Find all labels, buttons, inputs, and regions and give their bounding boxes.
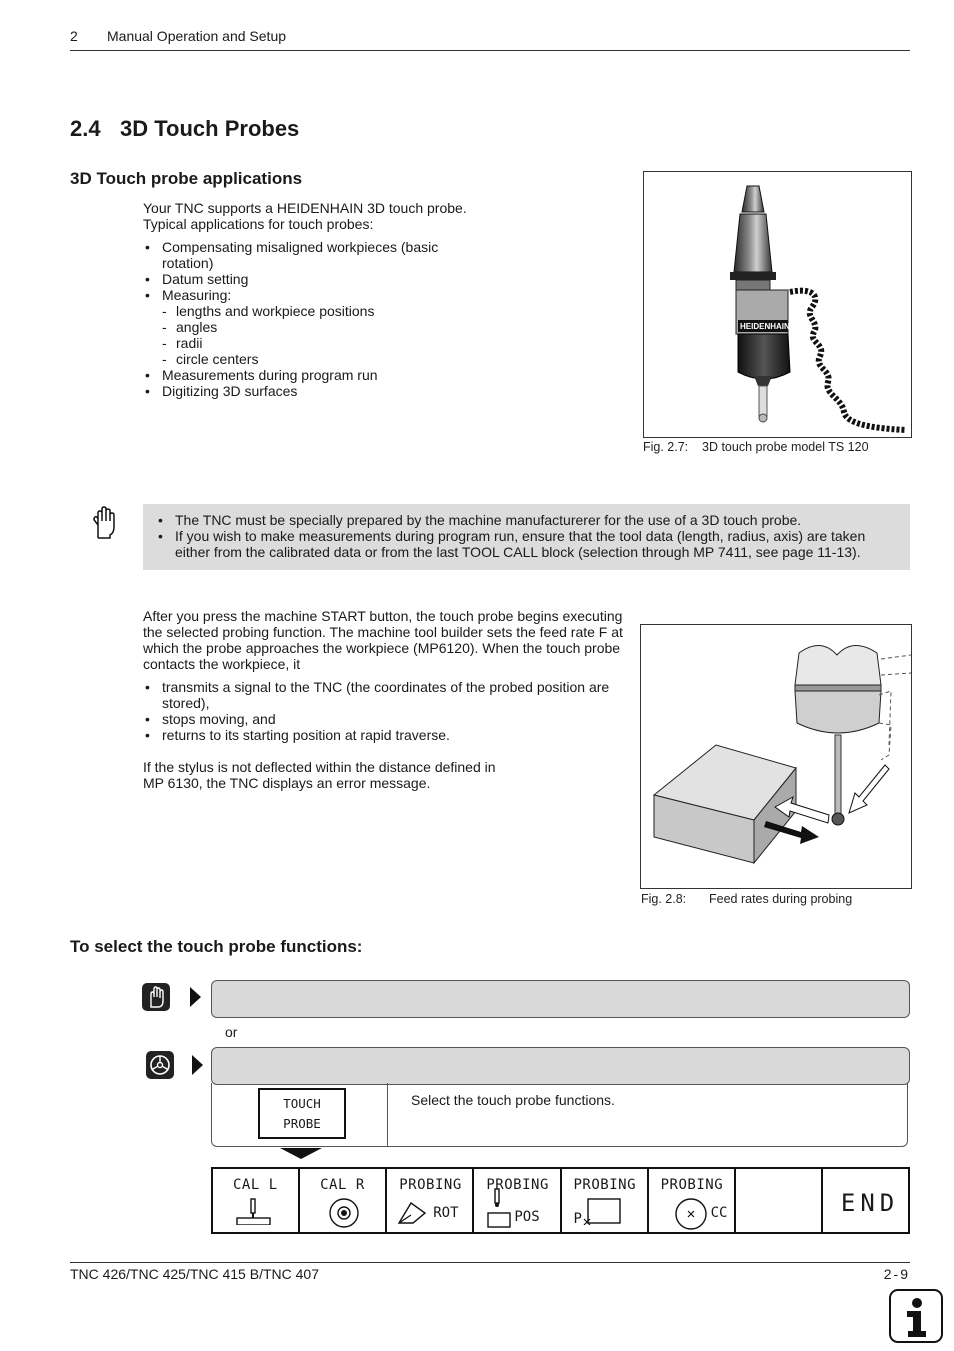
list-item: • Measurements during program run: [143, 367, 443, 383]
mode-bar-handwheel: [211, 1047, 910, 1085]
cal-l-softkey[interactable]: [213, 1169, 300, 1232]
datum-icon: [582, 1197, 624, 1225]
page-number: 2-9: [883, 1266, 910, 1282]
feed-rates-illustration: [641, 625, 911, 888]
probing-datum-softkey[interactable]: [562, 1169, 649, 1232]
figure-1-text: 3D touch probe model TS 120: [702, 440, 869, 454]
probing-list: [143, 679, 613, 743]
probing-paragraph-1: After you press the machine START button, the touch probe begins executing the selected probing function. The machine tool builder sets the feed rate F at which the probe approaches the workpiece (MP6120). When the touch probe contacts the workpiece, it: [143, 608, 623, 672]
end-softkey[interactable]: [823, 1169, 908, 1232]
softkey-row: [211, 1167, 910, 1234]
measuring-sublist: [162, 303, 443, 367]
probing-paragraph-2: If the stylus is not deflected within the distance defined in MP 6130, the TNC displays an error message.: [143, 759, 496, 791]
arrow-right-icon: [192, 1055, 203, 1075]
softkey-sublabel: ROT: [433, 1205, 459, 1221]
section-number: 2.4: [70, 116, 101, 141]
figure-1-caption: [643, 440, 869, 454]
softkey-label: CAL R: [320, 1177, 365, 1193]
probing-cc-softkey[interactable]: [649, 1169, 736, 1232]
softkey-line-1: TOUCH: [283, 1096, 321, 1111]
section-name: 3D Touch Probes: [120, 116, 300, 141]
arrow-right-icon: [190, 987, 201, 1007]
probing-rot-softkey[interactable]: [387, 1169, 474, 1232]
handwheel-icon: [149, 1054, 171, 1076]
figure-2-text: Feed rates during probing: [709, 892, 853, 906]
note-box: [143, 504, 910, 570]
chapter-title: Manual Operation and Setup: [107, 28, 287, 44]
figure-2-caption: [641, 892, 852, 906]
hand-icon: [146, 986, 166, 1008]
list-item: [143, 287, 443, 367]
applications-text: [143, 200, 483, 399]
feed-rates-figure: [640, 624, 912, 889]
manual-operation-key[interactable]: [142, 983, 170, 1011]
list-item: • stops moving, and: [143, 711, 613, 727]
touch-probe-illustration: [644, 172, 911, 437]
list-item: - circle centers: [162, 351, 443, 367]
cal-r-icon: [328, 1197, 360, 1229]
list-item: • Datum setting: [143, 271, 443, 287]
position-icon: [486, 1187, 512, 1229]
footer-rule: [70, 1262, 910, 1263]
softkey-label: PROBING: [399, 1177, 462, 1193]
or-text: or: [225, 1024, 238, 1040]
softkey-label: PROBING: [486, 1177, 549, 1193]
softkey-label: END: [840, 1189, 900, 1217]
softkey-sublabel: POS: [514, 1209, 540, 1225]
footer-models: TNC 426/TNC 425/TNC 415 B/TNC 407: [70, 1266, 319, 1282]
touch-probe-description: Select the touch probe functions.: [411, 1092, 615, 1108]
circle-center-icon: [673, 1197, 709, 1231]
brand-text: HEIDENHAIN: [740, 322, 790, 331]
chapter-number: 2: [70, 28, 78, 44]
softkey-label: PROBING: [660, 1177, 724, 1193]
intro-line-2: Typical applications for touch probes:: [143, 216, 374, 232]
figure-1-label: Fig. 2.7:: [643, 440, 689, 454]
cal-l-icon: [235, 1197, 273, 1225]
list-item: - lengths and workpiece positions: [162, 303, 443, 319]
list-item: - radii: [162, 335, 443, 351]
list-item: • transmits a signal to the TNC (the coordinates of the probed position are stored),: [143, 679, 613, 711]
empty-softkey[interactable]: [736, 1169, 823, 1232]
softkey-label: CAL L: [233, 1177, 278, 1193]
softkey-sublabel: CC: [710, 1205, 728, 1221]
row-divider: [387, 1083, 388, 1146]
header-rule: [70, 50, 910, 51]
section-title: [70, 116, 299, 142]
softkey-line-2: PROBE: [283, 1116, 321, 1131]
handwheel-key[interactable]: [146, 1051, 174, 1079]
page-header: [70, 28, 286, 44]
note-list: [156, 512, 904, 560]
list-item: • returns to its starting position at rapid traverse.: [143, 727, 613, 743]
cal-r-softkey[interactable]: [300, 1169, 387, 1232]
list-item: - angles: [162, 319, 443, 335]
touch-probe-figure: [643, 171, 912, 438]
list-item: • Compensating misaligned workpieces (basic rotation): [143, 239, 443, 271]
rotation-icon: [397, 1197, 427, 1227]
probing-text: [143, 608, 625, 791]
intro-line-1: Your TNC supports a HEIDENHAIN 3D touch probe.: [143, 200, 467, 216]
applications-list: [143, 239, 443, 399]
list-item: • The TNC must be specially prepared by the machine manufacturerer for the use of a 3D touch probe.: [156, 512, 904, 528]
applications-heading: 3D Touch probe applications: [70, 169, 303, 188]
list-item: • Digitizing 3D surfaces: [143, 383, 443, 399]
list-item: • If you wish to make measurements during program run, ensure that the tool data (length, radius, axis) are taken either from the calibrated data or from the last TOOL CALL block (selection through MP 7411, see page 11-13).: [156, 528, 904, 560]
measuring-label: Measuring:: [162, 287, 232, 303]
hand-pointer-icon: [92, 505, 118, 541]
touch-probe-softkey[interactable]: [258, 1088, 346, 1139]
mode-bar-manual: [211, 980, 910, 1018]
probing-pos-softkey[interactable]: [474, 1169, 561, 1232]
select-heading: To select the touch probe functions:: [70, 937, 363, 956]
down-arrow-icon: [280, 1148, 322, 1159]
softkey-label: PROBING: [573, 1177, 637, 1193]
softkey-sublabel: P: [573, 1211, 582, 1227]
info-icon: [889, 1289, 943, 1343]
figure-2-label: Fig. 2.8:: [641, 892, 687, 906]
